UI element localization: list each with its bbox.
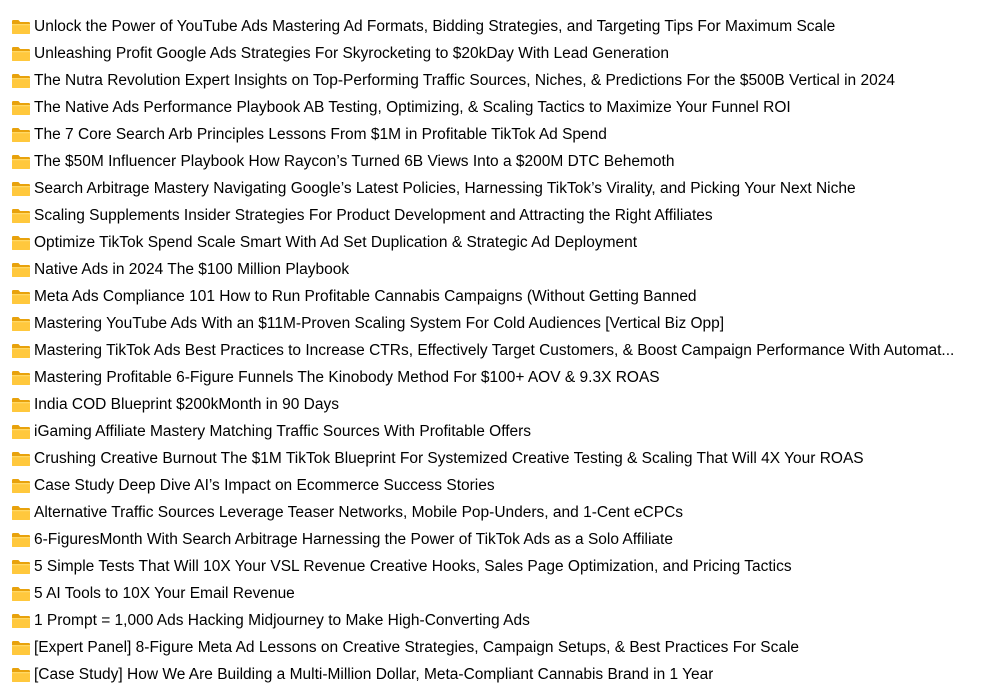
folder-name: Native Ads in 2024 The $100 Million Playbook bbox=[34, 261, 350, 278]
folder-item[interactable] bbox=[0, 67, 997, 94]
folder-icon bbox=[11, 586, 31, 602]
folder-name: India COD Blueprint $200kMonth in 90 Days bbox=[34, 396, 339, 413]
folder-name: Mastering YouTube Ads With an $11M-Proven Scaling System For Cold Audiences [Vertical Biz Opp] bbox=[34, 315, 725, 332]
folder-item[interactable] bbox=[0, 445, 997, 472]
folder-icon bbox=[11, 451, 31, 467]
folder-name: Case Study Deep Dive AI’s Impact on Ecommerce Success Stories bbox=[34, 477, 495, 494]
folder-item[interactable] bbox=[0, 283, 997, 310]
folder-item[interactable] bbox=[0, 364, 997, 391]
folder-name: The Nutra Revolution Expert Insights on Top-Performing Traffic Sources, Niches, & Predictions For the $500B Vertical in 2024 bbox=[34, 72, 895, 89]
folder-name: The $50M Influencer Playbook How Raycon’s Turned 6B Views Into a $200M DTC Behemoth bbox=[34, 153, 675, 170]
folder-item[interactable] bbox=[0, 175, 997, 202]
folder-icon bbox=[11, 235, 31, 251]
folder-name: [Case Study] How We Are Building a Multi-Million Dollar, Meta-Compliant Cannabis Brand in 1 Year bbox=[34, 666, 714, 683]
folder-name: Alternative Traffic Sources Leverage Teaser Networks, Mobile Pop-Unders, and 1-Cent eCPCs bbox=[34, 504, 684, 521]
folder-name: Scaling Supplements Insider Strategies For Product Development and Attracting the Right Affiliates bbox=[34, 207, 713, 224]
folder-list bbox=[0, 13, 997, 688]
folder-name: [Expert Panel] 8-Figure Meta Ad Lessons on Creative Strategies, Campaign Setups, & Best Practices For Scale bbox=[34, 639, 800, 656]
folder-icon bbox=[11, 559, 31, 575]
folder-item[interactable] bbox=[0, 472, 997, 499]
folder-icon bbox=[11, 100, 31, 116]
folder-icon bbox=[11, 46, 31, 62]
folder-item[interactable] bbox=[0, 634, 997, 661]
folder-item[interactable] bbox=[0, 310, 997, 337]
folder-name: iGaming Affiliate Mastery Matching Traffic Sources With Profitable Offers bbox=[34, 423, 532, 440]
folder-item[interactable] bbox=[0, 13, 997, 40]
folder-icon bbox=[11, 289, 31, 305]
folder-item[interactable] bbox=[0, 526, 997, 553]
folder-icon bbox=[11, 640, 31, 656]
folder-icon bbox=[11, 532, 31, 548]
folder-icon bbox=[11, 505, 31, 521]
folder-icon bbox=[11, 478, 31, 494]
folder-item[interactable] bbox=[0, 229, 997, 256]
folder-icon bbox=[11, 397, 31, 413]
folder-name: 1 Prompt = 1,000 Ads Hacking Midjourney to Make High-Converting Ads bbox=[34, 612, 530, 629]
folder-item[interactable] bbox=[0, 499, 997, 526]
folder-icon bbox=[11, 208, 31, 224]
folder-name: 5 AI Tools to 10X Your Email Revenue bbox=[34, 585, 295, 602]
folder-icon bbox=[11, 613, 31, 629]
folder-item[interactable] bbox=[0, 607, 997, 634]
folder-item[interactable] bbox=[0, 40, 997, 67]
folder-item[interactable] bbox=[0, 661, 997, 688]
folder-icon bbox=[11, 262, 31, 278]
folder-item[interactable] bbox=[0, 418, 997, 445]
folder-name: Search Arbitrage Mastery Navigating Google’s Latest Policies, Harnessing TikTok’s Virality, and Picking Your Next Niche bbox=[34, 180, 856, 197]
folder-item[interactable] bbox=[0, 148, 997, 175]
folder-icon bbox=[11, 154, 31, 170]
folder-icon bbox=[11, 370, 31, 386]
folder-item[interactable] bbox=[0, 202, 997, 229]
folder-name: Mastering TikTok Ads Best Practices to Increase CTRs, Effectively Target Customers, & Boost Campaign Performance With Automat... bbox=[34, 342, 955, 359]
folder-icon bbox=[11, 343, 31, 359]
folder-icon bbox=[11, 127, 31, 143]
folder-icon bbox=[11, 73, 31, 89]
folder-item[interactable] bbox=[0, 121, 997, 148]
folder-icon bbox=[11, 19, 31, 35]
folder-item[interactable] bbox=[0, 337, 997, 364]
folder-name: Optimize TikTok Spend Scale Smart With Ad Set Duplication & Strategic Ad Deployment bbox=[34, 234, 638, 251]
folder-icon bbox=[11, 667, 31, 683]
folder-item[interactable] bbox=[0, 391, 997, 418]
folder-item[interactable] bbox=[0, 580, 997, 607]
folder-icon bbox=[11, 181, 31, 197]
folder-name: Unleashing Profit Google Ads Strategies For Skyrocketing to $20kDay With Lead Generation bbox=[34, 45, 669, 62]
folder-name: The 7 Core Search Arb Principles Lessons From $1M in Profitable TikTok Ad Spend bbox=[34, 126, 607, 143]
folder-item[interactable] bbox=[0, 553, 997, 580]
folder-item[interactable] bbox=[0, 94, 997, 121]
folder-name: Crushing Creative Burnout The $1M TikTok Blueprint For Systemized Creative Testing & Scaling That Will 4X Your ROAS bbox=[34, 450, 864, 467]
folder-item[interactable] bbox=[0, 256, 997, 283]
folder-name: 5 Simple Tests That Will 10X Your VSL Revenue Creative Hooks, Sales Page Optimization, and Pricing Tactics bbox=[34, 558, 792, 575]
folder-name: Meta Ads Compliance 101 How to Run Profitable Cannabis Campaigns (Without Getting Banned bbox=[34, 288, 697, 305]
folder-name: The Native Ads Performance Playbook AB Testing, Optimizing, & Scaling Tactics to Maximize Your Funnel ROI bbox=[34, 99, 791, 116]
folder-name: 6-FiguresMonth With Search Arbitrage Harnessing the Power of TikTok Ads as a Solo Affiliate bbox=[34, 531, 673, 548]
folder-icon bbox=[11, 424, 31, 440]
folder-icon bbox=[11, 316, 31, 332]
folder-name: Mastering Profitable 6-Figure Funnels The Kinobody Method For $100+ AOV & 9.3X ROAS bbox=[34, 369, 660, 386]
folder-name: Unlock the Power of YouTube Ads Mastering Ad Formats, Bidding Strategies, and Targeting Tips For Maximum Scale bbox=[34, 18, 836, 35]
